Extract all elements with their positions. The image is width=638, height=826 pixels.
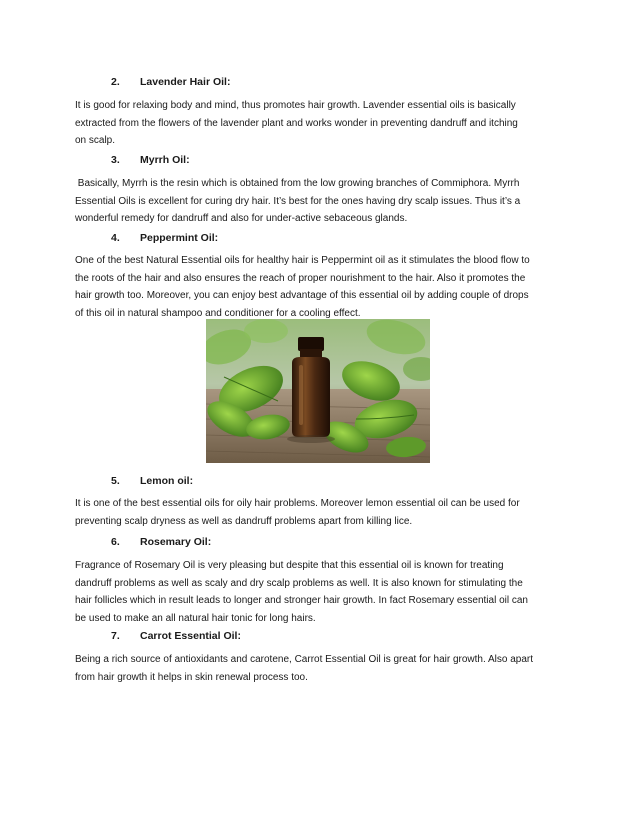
paragraph-line: be used to make an all natural hair tonic for long hairs. [75,612,316,624]
paragraph-line: It is one of the best essential oils for oily hair problems. Moreover lemon essential oil can be used for [75,498,520,509]
paragraph-lavender-oil [75,97,567,150]
paragraph-line: preventing scalp dryness as well as dandruff problems apart from killing lice. [75,515,413,527]
paragraph-peppermint-oil [75,252,567,322]
heading-number: 7. [111,630,120,642]
heading-title: Peppermint Oil: [140,232,219,244]
heading-number: 4. [111,232,120,244]
heading-rosemary-oil [111,535,211,549]
paragraph-rosemary-oil [75,557,567,627]
heading-number: 2. [111,76,120,88]
heading-peppermint-oil [111,231,218,245]
paragraph-line: wonderful remedy for dandruff and also for under-active sebaceous glands. [75,213,408,225]
heading-carrot-oil [111,629,241,643]
paragraph-line: Essential Oils is excellent for curing dry hair. It’s best for the ones having dry scalp issues. Thus it’s a [75,195,521,207]
paragraph-line: dandruff problems as well as scaly and dry scalp problems as well. It is also known for stimulating the [75,577,523,589]
paragraph-line: hair growth too. Moreover, you can enjoy best advantage of this essential oil by adding couple of drops [75,290,529,302]
heading-lemon-oil [111,474,193,488]
paragraph-carrot-oil [75,651,567,686]
paragraph-line: of this oil in natural shampoo and conditioner for a cooling effect. [75,307,361,319]
paragraph-line: It is good for relaxing body and mind, thus promotes hair growth. Lavender essential oils is basically [75,100,516,111]
heading-title: Lavender Hair Oil: [140,76,231,88]
heading-number: 6. [111,536,120,548]
paragraph-line: One of the best Natural Essential oils for healthy hair is Peppermint oil as it stimulates the blood flow to [75,255,530,266]
paragraph-line: Being a rich source of antioxidants and carotene, Carrot Essential Oil is great for hair growth. Also apart [75,654,534,665]
paragraph-lemon-oil [75,495,567,530]
heading-title: Carrot Essential Oil: [140,630,241,642]
paragraph-line: extracted from the flowers of the lavender plant and works wonder in preventing dandruff and itching [75,117,518,129]
paragraph-line: Basically, Myrrh is the resin which is obtained from the low growing branches of Commiphora. Myrrh [75,178,520,189]
heading-number: 5. [111,475,120,487]
heading-lavender-oil [111,75,230,89]
peppermint-oil-photo [206,319,430,463]
paragraph-line: hair follicles which in result leads to longer and stronger hair growth. In fact Rosemary essential oil can [75,595,528,607]
paragraph-line: on scalp. [75,135,116,147]
paragraph-myrrh-oil [75,175,567,228]
heading-title: Rosemary Oil: [140,536,212,548]
heading-title: Myrrh Oil: [140,154,190,166]
paragraph-line: Fragrance of Rosemary Oil is very pleasing but despite that this essential oil is known for treating [75,560,504,571]
heading-myrrh-oil [111,153,190,167]
paragraph-line: from hair growth it helps in skin renewal process too. [75,671,308,683]
paragraph-line: the roots of the hair and also ensures the reach of proper nourishment to the hair. Also it promotes the [75,272,526,284]
heading-number: 3. [111,154,120,166]
heading-title: Lemon oil: [140,475,194,487]
